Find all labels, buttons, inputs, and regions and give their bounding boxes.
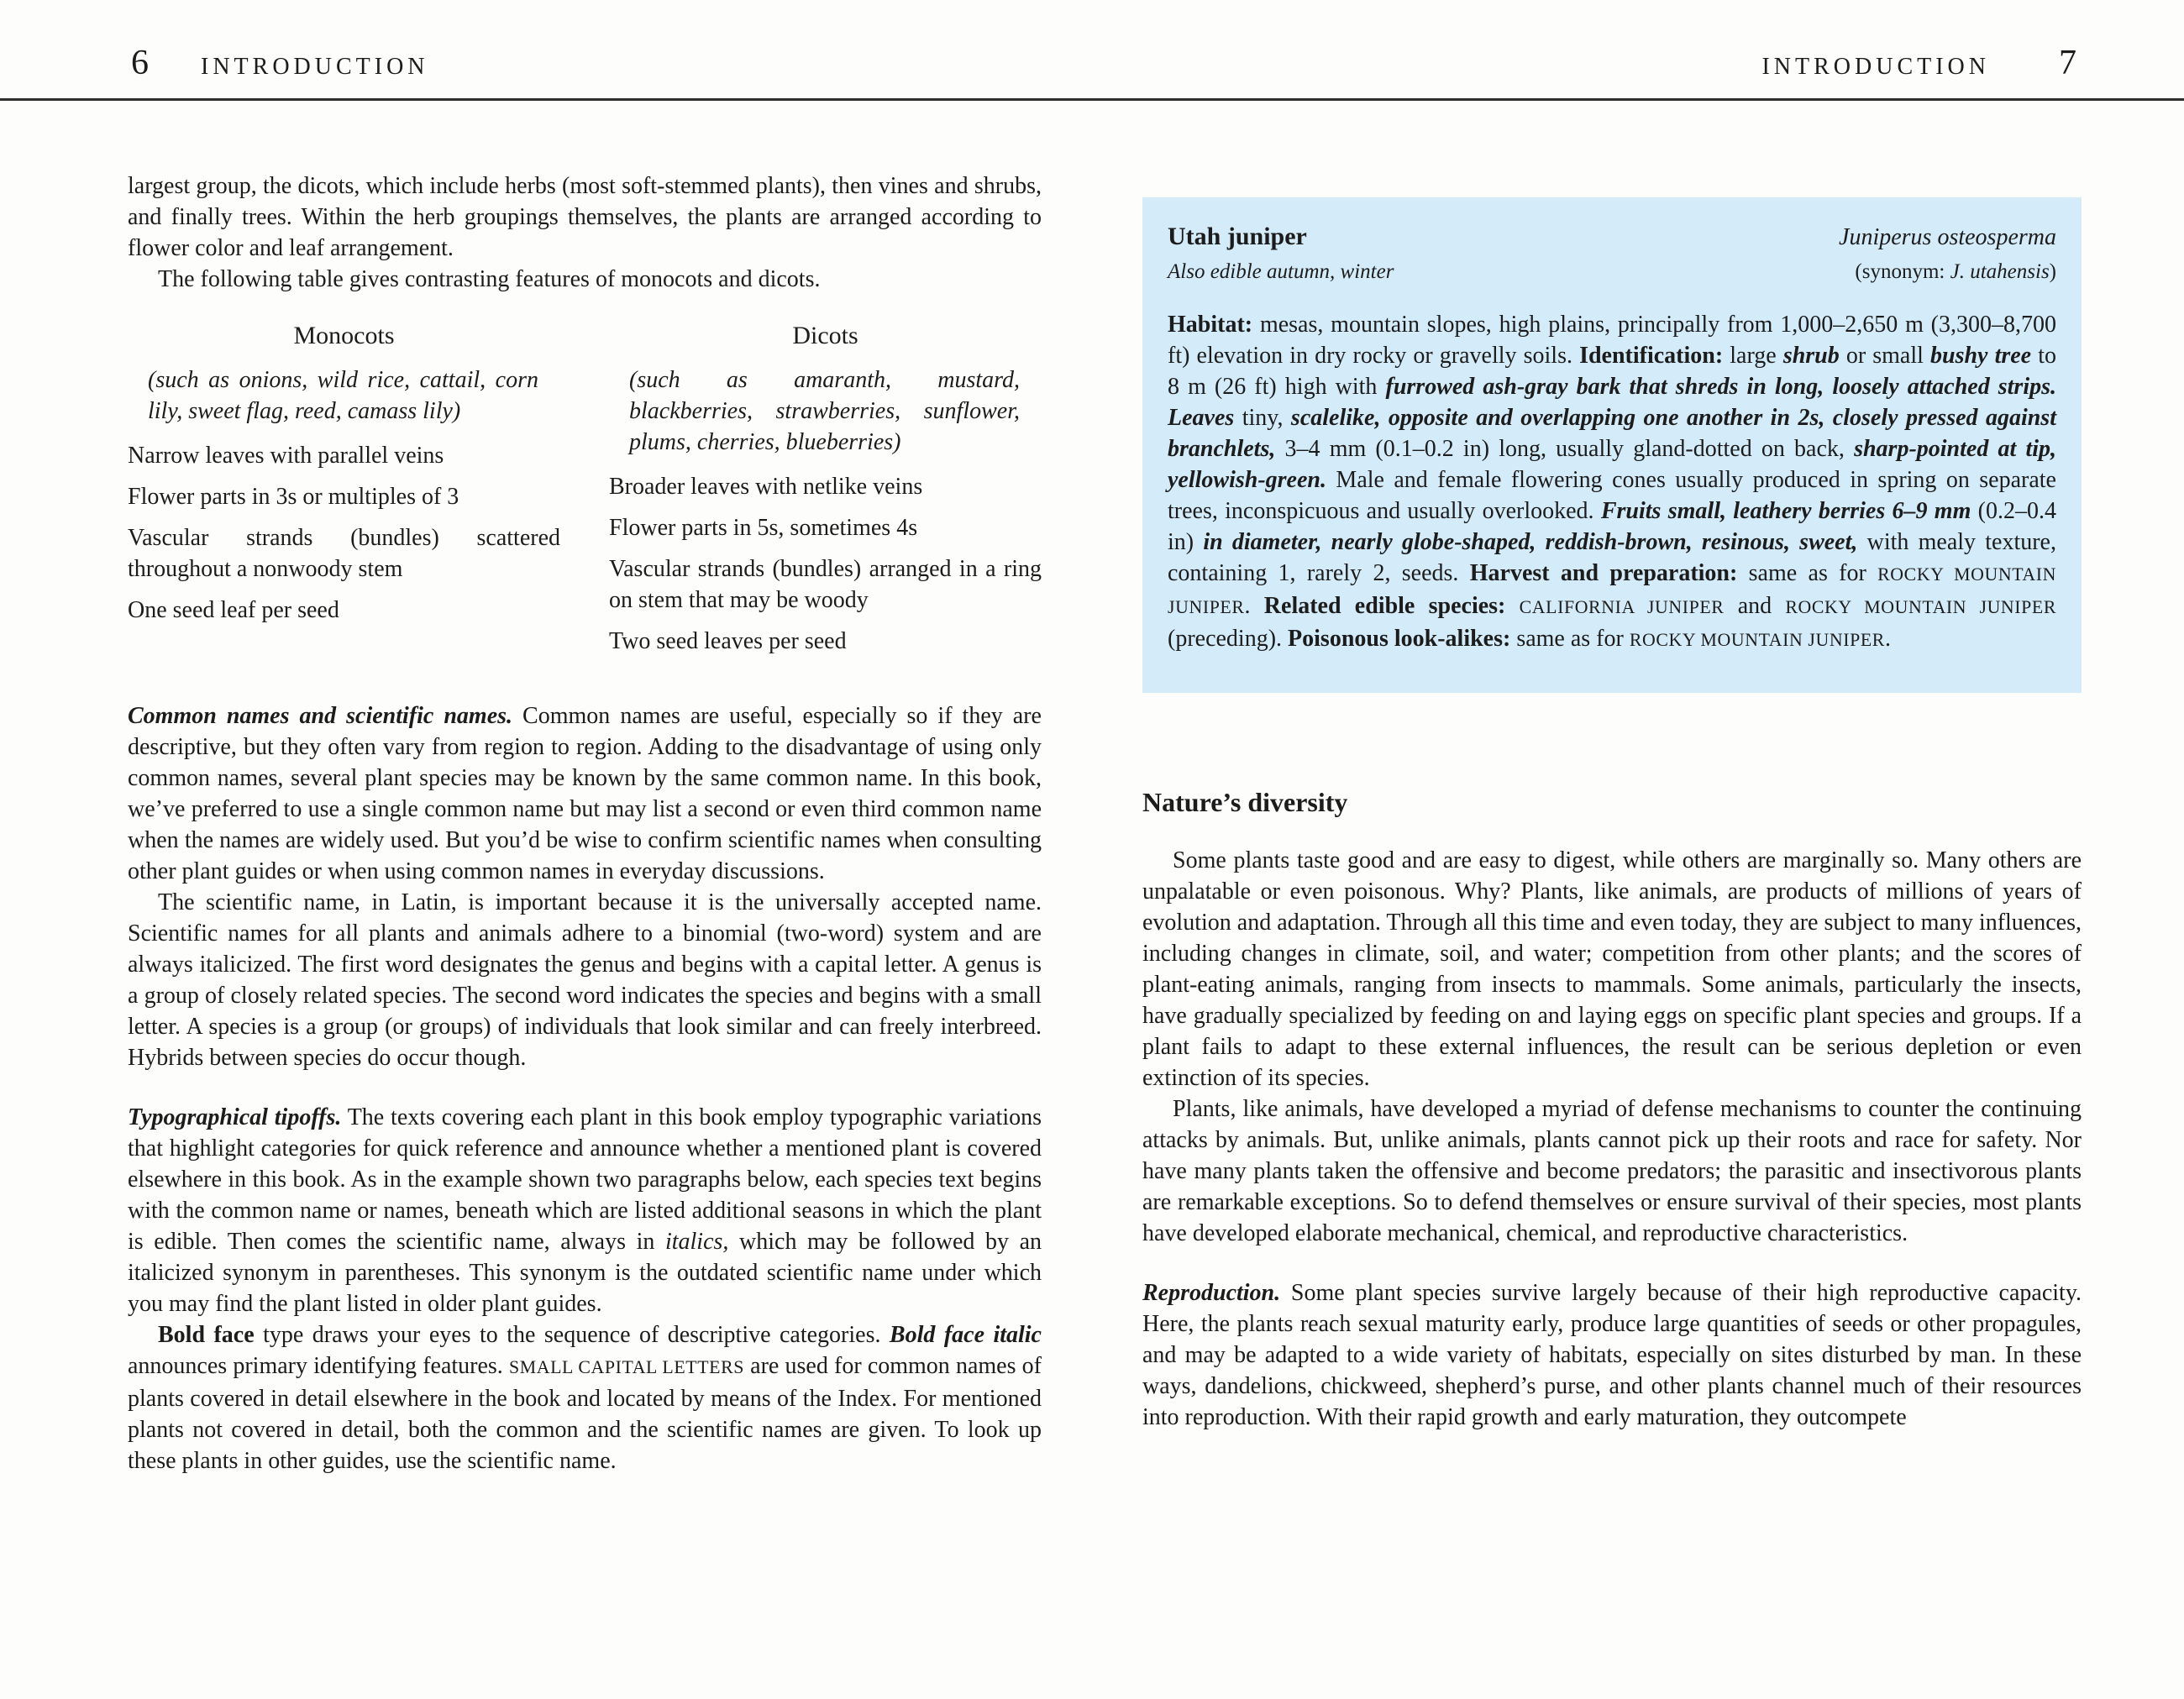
dicots-column	[609, 320, 1042, 667]
text-segment: Harvest and preparation:	[1469, 560, 1749, 586]
text-segment: (0.2–0.4 in)	[1168, 498, 2056, 555]
text-segment: tiny,	[1234, 405, 1291, 431]
text-segment: large	[1730, 343, 1783, 369]
monocots-features	[128, 440, 560, 626]
text-segment: Typographical tipoffs.	[128, 1104, 342, 1130]
running-head-right: INTRODUCTION	[1761, 54, 1990, 80]
text-segment: italics,	[664, 1229, 729, 1255]
text-segment: .	[1244, 593, 1264, 619]
text-segment: ROCKY MOUNTAIN JUNIPER	[1168, 564, 2057, 617]
text-segment: mesas, mountain slopes, high plains, principally from 1,000–2,650 m (3,300–8,700 ft) elevation in dry rocky or gravelly soils.	[1168, 312, 2057, 369]
common-names-paragraph	[128, 700, 1042, 887]
scientific-names-paragraph: The scientific name, in Latin, is important because it is the universally accepted name. Scientific names for all plants and animals adhere to a binomial (two-word) system and are always italicized. The first word designates the genus and begins with a capital letter. A genus is a group of closely related species. The second word indicates the species and begins with a small letter. A species is a group (or groups) of individuals that look similar and can freely interbreed. Hybrids between species do occur though.	[128, 889, 1042, 1071]
left-folio	[131, 45, 429, 81]
monocots-examples: (such as onions, wild rice, cattail, corn lily, sweet flag, reed, camass lily)	[148, 367, 538, 424]
table-intro-paragraph: The following table gives contrasting features of monocots and dicots.	[158, 266, 821, 292]
text-segment: )	[2049, 260, 2056, 283]
species-description	[1168, 309, 2056, 656]
header-rule	[0, 98, 2184, 101]
diversity-paragraph-1: Some plants taste good and are easy to digest, while others are marginally so. Many others are unpalatable or even poisonous. Why? Plants, like animals, are products of millions of years of evolution and adaptation. Through all this time and even today, they are subject to many influences, including changes in climate, soil, and water; competition from other plants; and the scores of plant-eating animals, ranging from insects to mammals. Some animals, particularly the insects, have gradually specialized by feeding on and laying eggs on specific plant species and groups. If a plant fails to adapt to these external influences, the result can be serious depletion or even extinction of its species.	[1142, 847, 2082, 1091]
bold-face-paragraph	[128, 1319, 1042, 1476]
text-segment: which may be followed by an italicized synonym in parentheses. This synonym is the outdated scientific name under which you may find the plant listed in older plant guides.	[128, 1229, 1042, 1317]
text-segment: Identification:	[1579, 343, 1730, 369]
table-feature-item: Flower parts in 5s, sometimes 4s	[609, 515, 918, 541]
text-segment: sharp-pointed at tip, yellowish-green.	[1168, 436, 2056, 493]
table-feature-item: Flower parts in 3s or multiples of 3	[128, 484, 459, 510]
text-segment: to 8 m (26 ft) high with	[1168, 343, 2056, 400]
text-segment: Habitat:	[1168, 312, 1260, 338]
dicots-features	[609, 471, 1042, 657]
text-segment: Common names and scientific names.	[128, 703, 513, 729]
text-segment: Male and female flowering cones usually produced in spring on separate trees, inconspicuous and usually overlooked.	[1168, 467, 2056, 524]
species-common-name: Utah juniper	[1168, 223, 1307, 250]
natures-diversity-heading: Nature’s diversity	[1142, 787, 1348, 817]
text-segment: with mealy texture, containing 1, rarely 2, seeds.	[1168, 529, 2056, 586]
text-segment: ROCKY MOUNTAIN JUNIPER	[1629, 630, 1885, 650]
text-segment: scalelike, opposite and overlapping one another in 2s, closely pressed against branchlets,	[1168, 405, 2056, 462]
monocots-dicots-table	[128, 320, 1042, 667]
text-segment: Common names are useful, especially so if they are descriptive, but they often vary from region to region. Adding to the disadvantage of using only common names, several plant species may be known by the same common name. In this book, we’ve preferred to use a single common name but may list a second or even third common name when the names are widely used. But you’d be wise to confirm scientific names when consulting other plant guides or when using common names in everyday discussions.	[128, 703, 1042, 884]
table-feature-item: Vascular strands (bundles) scattered throughout a nonwoody stem	[128, 525, 560, 582]
monocots-header: Monocots	[293, 322, 395, 349]
page-number-left: 6	[131, 44, 149, 82]
species-entry-box	[1142, 197, 2082, 693]
right-page-text-column	[1142, 197, 2082, 1433]
text-segment: (synonym:	[1855, 260, 1950, 283]
table-feature-item: Broader leaves with netlike veins	[609, 474, 923, 500]
text-segment: Bold face	[158, 1322, 255, 1348]
text-segment: furrowed ash-gray bark that shreds in long, loosely attached strips. Leaves	[1168, 374, 2057, 431]
text-segment: bushy tree	[1930, 343, 2032, 369]
text-segment: Bold face italic	[889, 1322, 1042, 1348]
text-segment: SMALL CAPITAL LETTERS	[508, 1357, 744, 1377]
table-feature-item: Narrow leaves with parallel veins	[128, 443, 444, 469]
running-header	[131, 45, 2076, 81]
text-segment: and	[1724, 593, 1786, 619]
species-subtitle-row	[1168, 256, 2056, 287]
table-feature-item: One seed leaf per seed	[128, 597, 339, 623]
right-folio	[1761, 45, 2076, 81]
typographical-tipoffs-paragraph	[128, 1102, 1042, 1319]
left-page-text-column	[128, 170, 1042, 1476]
text-segment: .	[1884, 626, 1891, 652]
dicots-examples: (such as amaranth, mustard, blackberries, strawberries, sunflower, plums, cherries, blueberries)	[629, 367, 1020, 455]
text-segment: are used for common names of plants covered in detail elsewhere in the book and located by means of the Index. For mentioned plants not covered in detail, both the common and the scientific names are given. To look up these plants in other guides, use the scientific name.	[128, 1353, 1042, 1474]
species-edibility-note: Also edible autumn, winter	[1168, 260, 1394, 283]
text-segment: Reproduction.	[1142, 1280, 1281, 1306]
text-segment: Poisonous look-alikes:	[1288, 626, 1517, 652]
text-segment: CALIFORNIA JUNIPER	[1519, 597, 1725, 617]
text-segment: in diameter, nearly globe-shaped, reddish-brown, resinous, sweet,	[1203, 529, 1867, 555]
species-latin-name: Juniperus osteosperma	[1839, 224, 2056, 250]
text-segment: Some plant species survive largely because of their high reproductive capacity. Here, the plants reach sexual maturity early, produce large quantities of seeds or other propagules, and may be adapted to a wide variety of habitats, especially on sites disturbed by man. In these ways, dandelions, chickweed, shepherd’s purse, and other plants channel much of their resources into reproduction. With their rapid growth and early maturation, they outcompete	[1142, 1280, 2082, 1430]
table-feature-item: Vascular strands (bundles) arranged in a ring on stem that may be woody	[609, 556, 1042, 613]
dicots-intro-paragraph: largest group, the dicots, which include herbs (most soft-stemmed plants), then vines and shrubs, and finally trees. Within the herb groupings themselves, the plants are arranged according to flower color and leaf arrangement.	[128, 173, 1042, 261]
reproduction-paragraph	[1142, 1277, 2082, 1433]
monocots-column	[128, 320, 560, 667]
text-segment: 3–4 mm (0.1–0.2 in) long, usually gland-dotted on back,	[1284, 436, 1855, 462]
page-number-right: 7	[2059, 44, 2076, 82]
text-segment: shrub	[1782, 343, 1840, 369]
table-feature-item: Two seed leaves per seed	[609, 628, 847, 654]
diversity-paragraph-2: Plants, like animals, have developed a myriad of defense mechanisms to counter the continuing attacks by animals. But, unlike animals, plants cannot pick up their roots and race for safety. Nor have many plants taken the offensive and become predators; the parasitic and insectivorous plants are remarkable exceptions. So to defend themselves or ensure survival of their species, most plants have developed elaborate mechanical, chemical, and reproductive characteristics.	[1142, 1096, 2082, 1246]
text-segment: ROCKY MOUNTAIN JUNIPER	[1785, 597, 2056, 617]
text-segment: The texts covering each plant in this book employ typographic variations that highlight categories for quick reference and announce whether a mentioned plant is covered elsewhere in this book. As in the example shown two paragraphs below, each species text begins with the common name or names, beneath which are listed additional seasons in which the plant is edible. Then comes the scientific name, always in	[128, 1104, 1042, 1255]
text-segment: same as for	[1748, 560, 1878, 586]
species-name-row	[1168, 221, 2056, 253]
running-head-left: INTRODUCTION	[201, 54, 429, 80]
text-segment: or small	[1839, 343, 1931, 369]
text-segment: announces primary identifying features.	[128, 1353, 509, 1379]
text-segment: same as for	[1516, 626, 1630, 652]
text-segment: J. utahensis	[1950, 260, 2050, 283]
species-synonym	[1855, 256, 2056, 287]
dicots-header: Dicots	[792, 322, 858, 349]
text-segment: type draws your eyes to the sequence of descriptive categories.	[254, 1322, 890, 1348]
text-segment: Fruits small, leathery berries 6–9 mm	[1600, 498, 1978, 524]
text-segment: Related edible species:	[1263, 593, 1520, 619]
text-segment: (preceding).	[1168, 626, 1289, 652]
